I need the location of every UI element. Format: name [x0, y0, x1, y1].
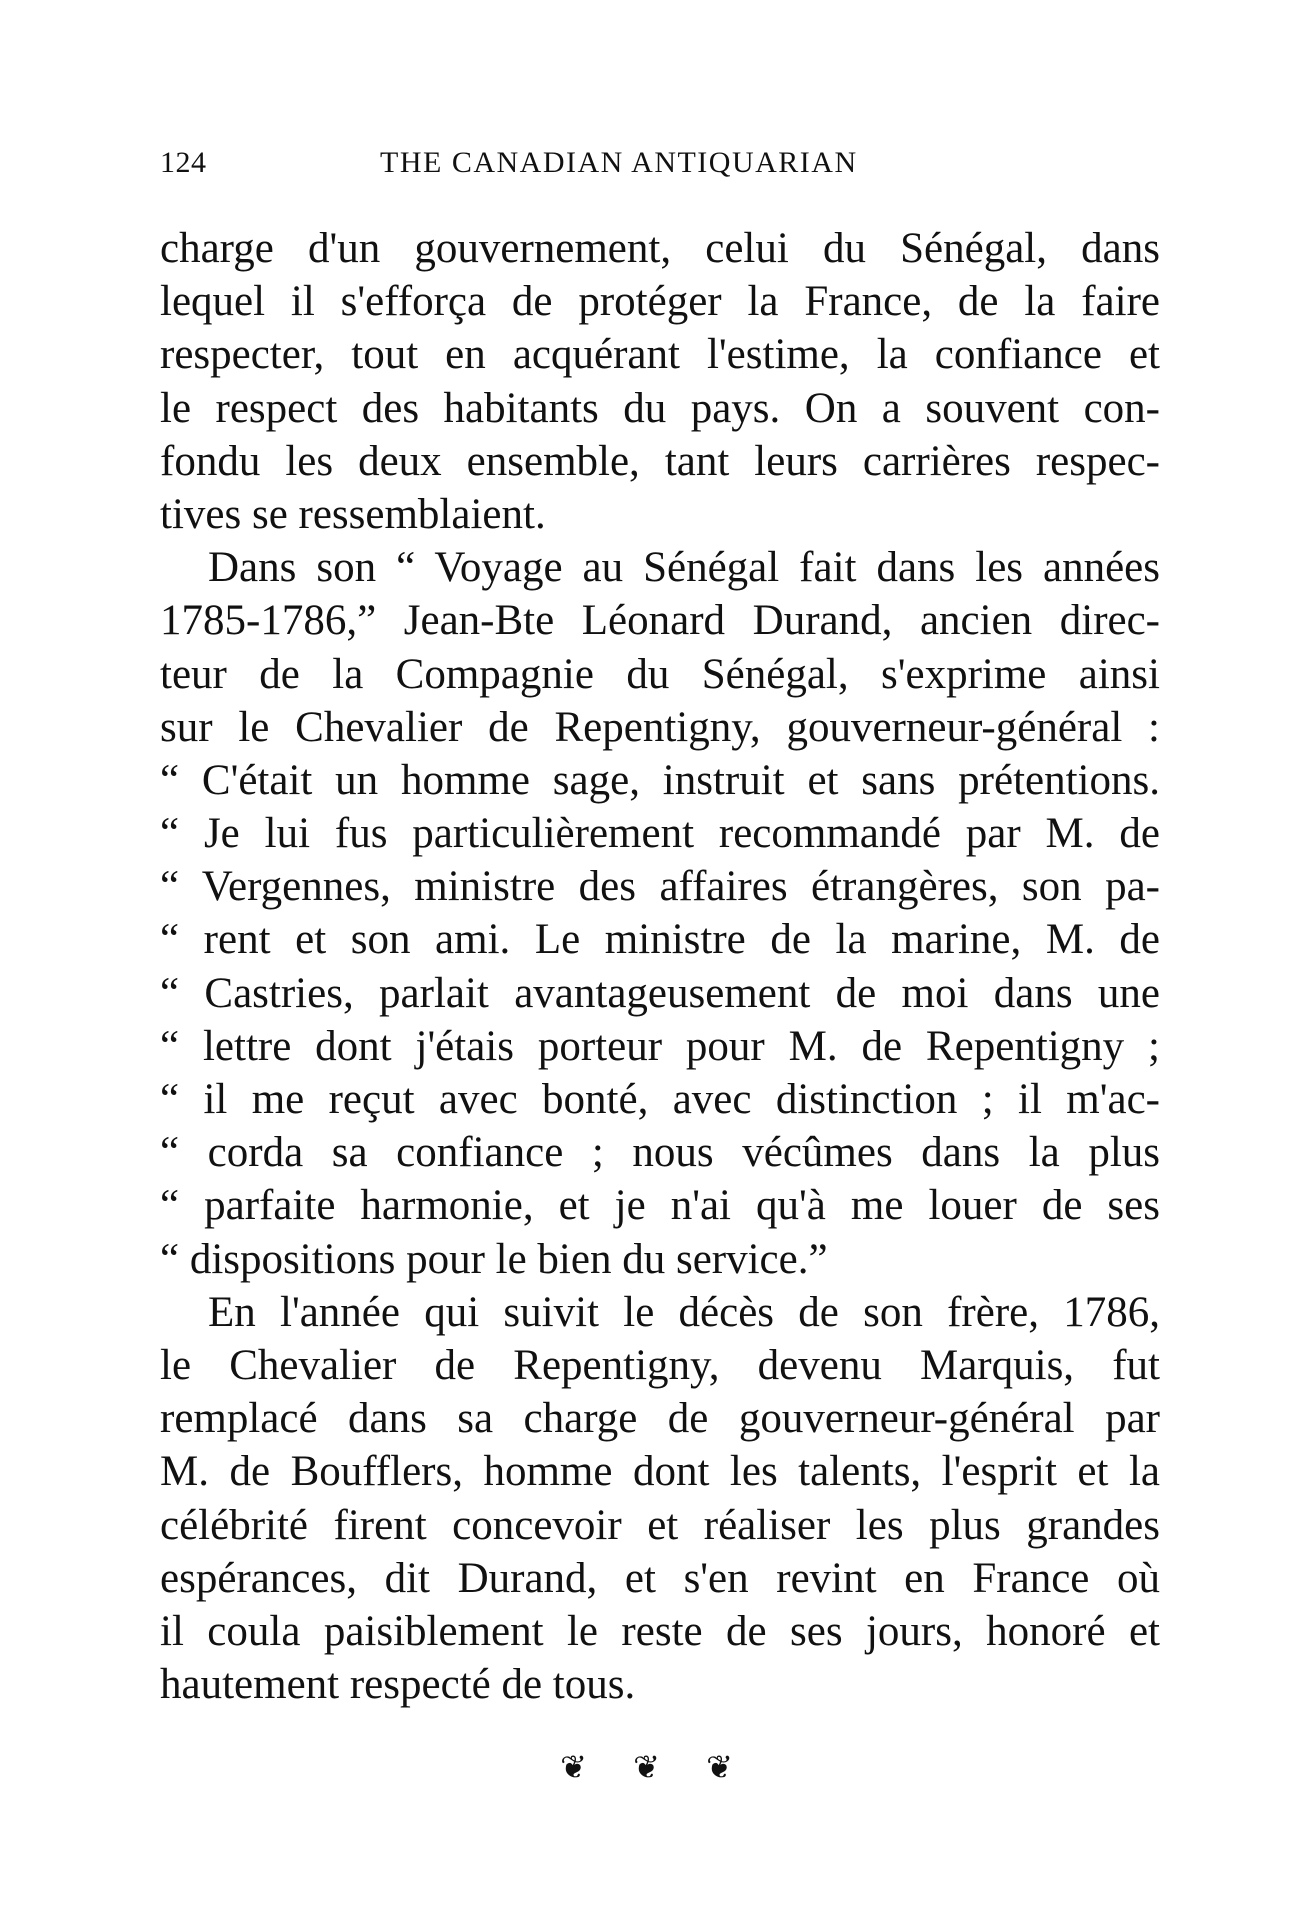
running-head: [160, 146, 1160, 186]
page-number: 124: [160, 146, 207, 179]
text-line: il coula paisiblement le reste de ses jours, honoré et: [160, 1607, 1160, 1655]
text-line: “ rent et son ami. Le ministre de la marine, M. de: [160, 916, 1160, 964]
text-line: teur de la Compagnie du Sénégal, s'exprime ainsi: [160, 650, 1160, 698]
text-line: “ Je lui fus particulièrement recommandé par M. de: [160, 810, 1160, 858]
text-line: En l'année qui suivit le décès de son frère, 1786,: [208, 1288, 1160, 1336]
text-line: le respect des habitants du pays. On a souvent con-: [160, 384, 1160, 432]
text-line: “ il me reçut avec bonté, avec distinction ; il m'ac-: [160, 1076, 1160, 1123]
body-text: [160, 222, 1160, 1711]
text-line: charge d'un gouvernement, celui du Sénégal, dans: [160, 225, 1160, 272]
text-line: remplacé dans sa charge de gouverneur-général par: [160, 1395, 1160, 1443]
text-line: sur le Chevalier de Repentigny, gouverneur-général :: [160, 703, 1160, 751]
section-end-ornament: ❦ ❦ ❦: [560, 1748, 751, 1786]
text-line: M. de Boufflers, homme dont les talents, l'esprit et la: [160, 1448, 1160, 1496]
text-line: hautement respecté de tous.: [160, 1661, 636, 1709]
text-line: “ corda sa confiance ; nous vécûmes dans la plus: [160, 1129, 1160, 1177]
running-title: THE CANADIAN ANTIQUARIAN: [380, 146, 858, 179]
text-line: “ Vergennes, ministre des affaires étrangères, son pa-: [160, 863, 1160, 911]
text-line: le Chevalier de Repentigny, devenu Marquis, fut: [160, 1341, 1160, 1389]
text-line: “ Castries, parlait avantageusement de moi dans une: [160, 969, 1160, 1017]
text-line: fondu les deux ensemble, tant leurs carrières respec-: [160, 437, 1160, 485]
text-line: “ dispositions pour le bien du service.”: [160, 1235, 828, 1283]
text-line: célébrité firent concevoir et réaliser les plus grandes: [160, 1501, 1160, 1549]
text-line: “ C'était un homme sage, instruit et sans prétentions.: [160, 756, 1160, 804]
text-line: tives se ressemblaient.: [160, 490, 546, 538]
text-line: respecter, tout en acquérant l'estime, la confiance et: [160, 331, 1160, 379]
text-line: lequel il s'efforça de protéger la France, de la faire: [160, 278, 1160, 326]
text-line: Dans son “ Voyage au Sénégal fait dans les années: [208, 544, 1160, 592]
text-line: “ lettre dont j'étais porteur pour M. de Repentigny ;: [160, 1022, 1160, 1070]
text-line: espérances, dit Durand, et s'en revint en France où: [160, 1554, 1160, 1602]
text-line: 1785-1786,” Jean-Bte Léonard Durand, ancien direc-: [160, 597, 1160, 645]
text-line: “ parfaite harmonie, et je n'ai qu'à me louer de ses: [160, 1182, 1160, 1230]
